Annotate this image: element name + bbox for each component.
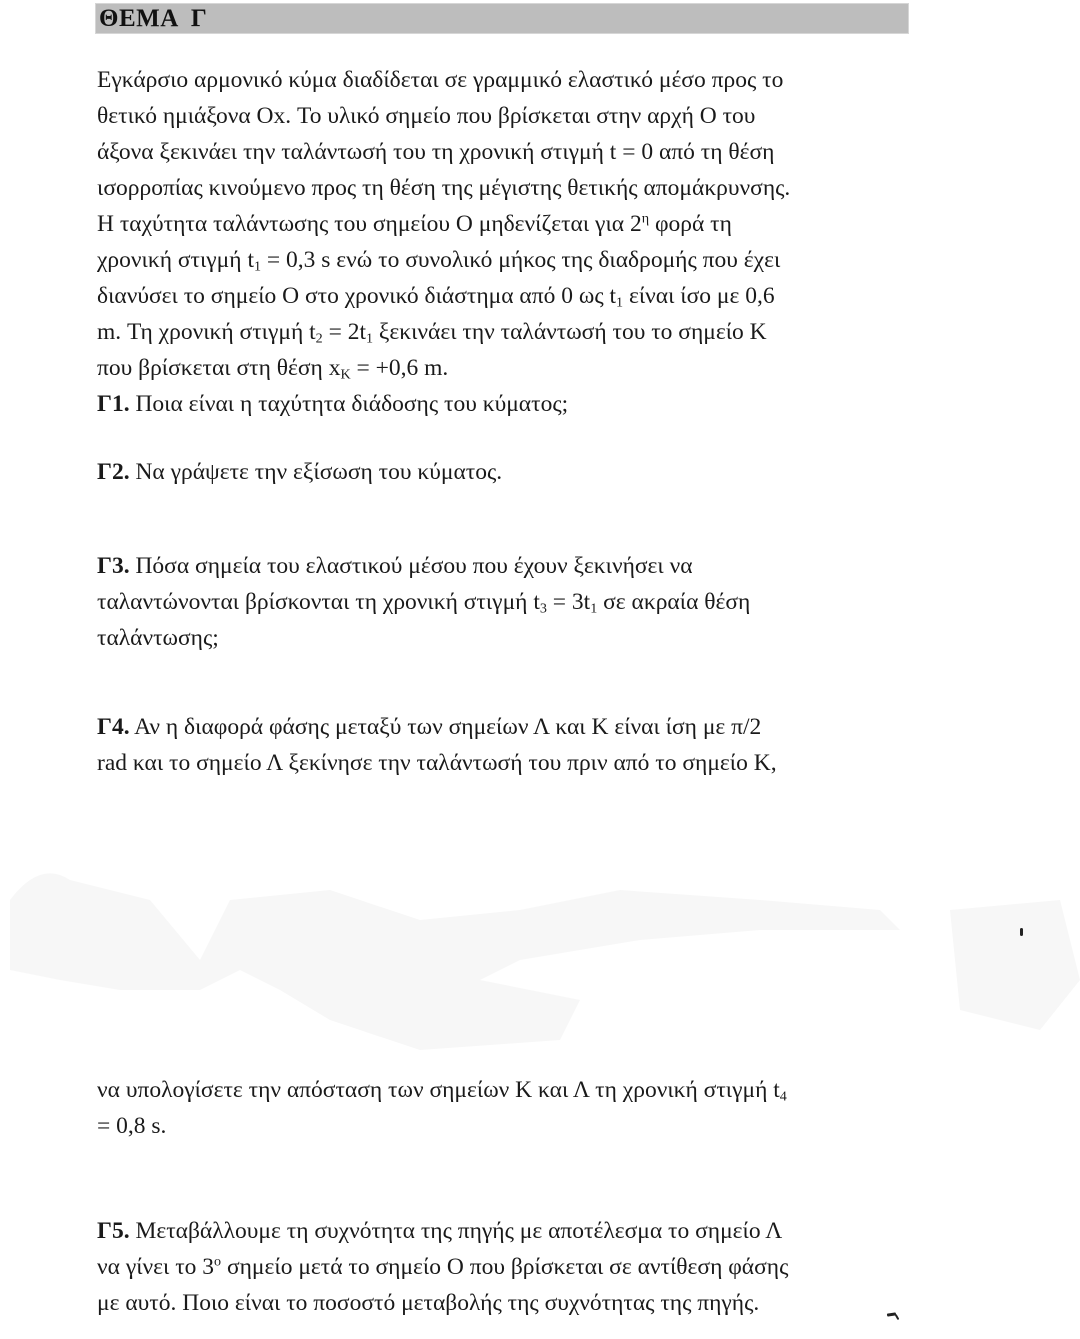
text-run: που βρίσκεται στη θέση x: [97, 355, 341, 381]
faint-watermark: [0, 840, 1080, 1070]
subscript: 1: [366, 330, 374, 347]
statement-line: θετικό ημιάξονα Οx. Το υλικό σημείο που βρίσκεται στην αρχή Ο του: [97, 103, 756, 129]
question-line: [97, 584, 917, 620]
question-line: [97, 454, 917, 490]
question-g1: [97, 386, 917, 422]
text-run: = 0,3 s ενώ το συνολικό μήκος της διαδρομής που έχει: [261, 247, 781, 273]
subscript: 2: [315, 330, 323, 347]
question-label: Γ3.: [97, 553, 130, 579]
question-text: Πόσα σημεία του ελαστικού μέσου που έχουν ξεκινήσει να: [129, 553, 693, 579]
question-g2: [97, 454, 917, 490]
statement-line: [97, 206, 917, 242]
statement-line: [97, 242, 917, 278]
text-run: = +0,6 m.: [350, 355, 449, 381]
question-line: ταλάντωσης;: [97, 625, 219, 651]
superscript: η: [641, 210, 650, 227]
question-label: Γ1.: [97, 391, 130, 417]
question-line: [97, 548, 917, 584]
superscript: ο: [214, 1253, 222, 1270]
question-line: [97, 1072, 917, 1108]
text-run: να υπολογίσετε την απόσταση των σημείων Κ και Λ τη χρονική στιγμή t: [97, 1077, 780, 1103]
text-run: m. Τη χρονική στιγμή t: [97, 319, 316, 345]
question-g3: [97, 548, 917, 656]
text-run: φορά τη: [649, 211, 732, 237]
statement-line: [97, 350, 917, 386]
statement-line: ισορροπίας κινούμενο προς τη θέση της μέγιστης θετικής απομάκρυνσης.: [97, 175, 791, 201]
question-label: Γ4.: [97, 714, 130, 740]
text-run: ξεκινάει την ταλάντωσή του το σημείο Κ: [373, 319, 767, 345]
question-text: Αν η διαφορά φάσης μεταξύ των σημείων Λ και Κ είναι ίση με π/2: [129, 714, 762, 740]
subscript: 1: [590, 600, 598, 617]
question-text: Ποια είναι η ταχύτητα διάδοσης του κύματος;: [129, 391, 569, 417]
question-line: [97, 1213, 917, 1249]
subscript: 1: [253, 258, 262, 275]
text-run: σημείο μετά το σημείο Ο που βρίσκεται σε αντίθεση φάσης: [221, 1254, 789, 1280]
text-run: = 3t: [546, 589, 591, 615]
question-line: [97, 1249, 917, 1285]
text-run: είναι ίσο με 0,6: [623, 283, 775, 309]
subscript: K: [340, 366, 351, 383]
section-heading: ΘΕΜΑ Γ: [99, 5, 208, 32]
statement-line: Εγκάρσιο αρμονικό κύμα διαδίδεται σε γραμμικό ελαστικό μέσο προς το: [97, 67, 784, 93]
text-run: Η ταχύτητα ταλάντωσης του σημείου Ο μηδενίζεται για 2: [97, 211, 642, 237]
scan-speck: [1020, 928, 1023, 936]
text-run: διανύσει το σημείο Ο στο χρονικό διάστημα από 0 ως t: [97, 283, 617, 309]
question-line: με αυτό. Ποιο είναι το ποσοστό μεταβολής της συχνότητας της πηγής.: [97, 1290, 760, 1316]
question-label: Γ2.: [97, 459, 130, 485]
question-text: Μεταβάλλουμε τη συχνότητα της πηγής με αποτέλεσμα το σημείο Λ: [129, 1218, 783, 1244]
question-text: Να γράψετε την εξίσωση του κύματος.: [129, 459, 503, 485]
text-run: να γίνει το 3: [97, 1254, 215, 1280]
statement-line: άξονα ξεκινάει την ταλάντωσή του τη χρονική στιγμή t = 0 από τη θέση: [97, 139, 775, 165]
statement-line: [97, 314, 917, 350]
section-heading-bar: [95, 3, 909, 34]
question-line: rad και το σημείο Λ ξεκίνησε την ταλάντωσή του πριν από το σημείο Κ,: [97, 750, 777, 776]
text-run: ταλαντώνονται βρίσκονται τη χρονική στιγμή t: [97, 589, 540, 615]
text-run: σε ακραία θέση: [597, 589, 751, 615]
question-g4: [97, 709, 917, 781]
statement-line: [97, 278, 917, 314]
text-run: χρονική στιγμή t: [97, 247, 254, 273]
question-g4-continued: [97, 1072, 917, 1144]
subscript: 3: [539, 600, 547, 617]
problem-statement: [97, 62, 917, 422]
question-g5: [97, 1213, 917, 1321]
subscript: 1: [616, 294, 624, 311]
question-line: [97, 709, 917, 745]
subscript: 4: [779, 1088, 787, 1105]
text-run: = 2t: [322, 319, 366, 345]
question-line: = 0,8 s.: [97, 1113, 167, 1139]
question-label: Γ5.: [97, 1218, 130, 1244]
